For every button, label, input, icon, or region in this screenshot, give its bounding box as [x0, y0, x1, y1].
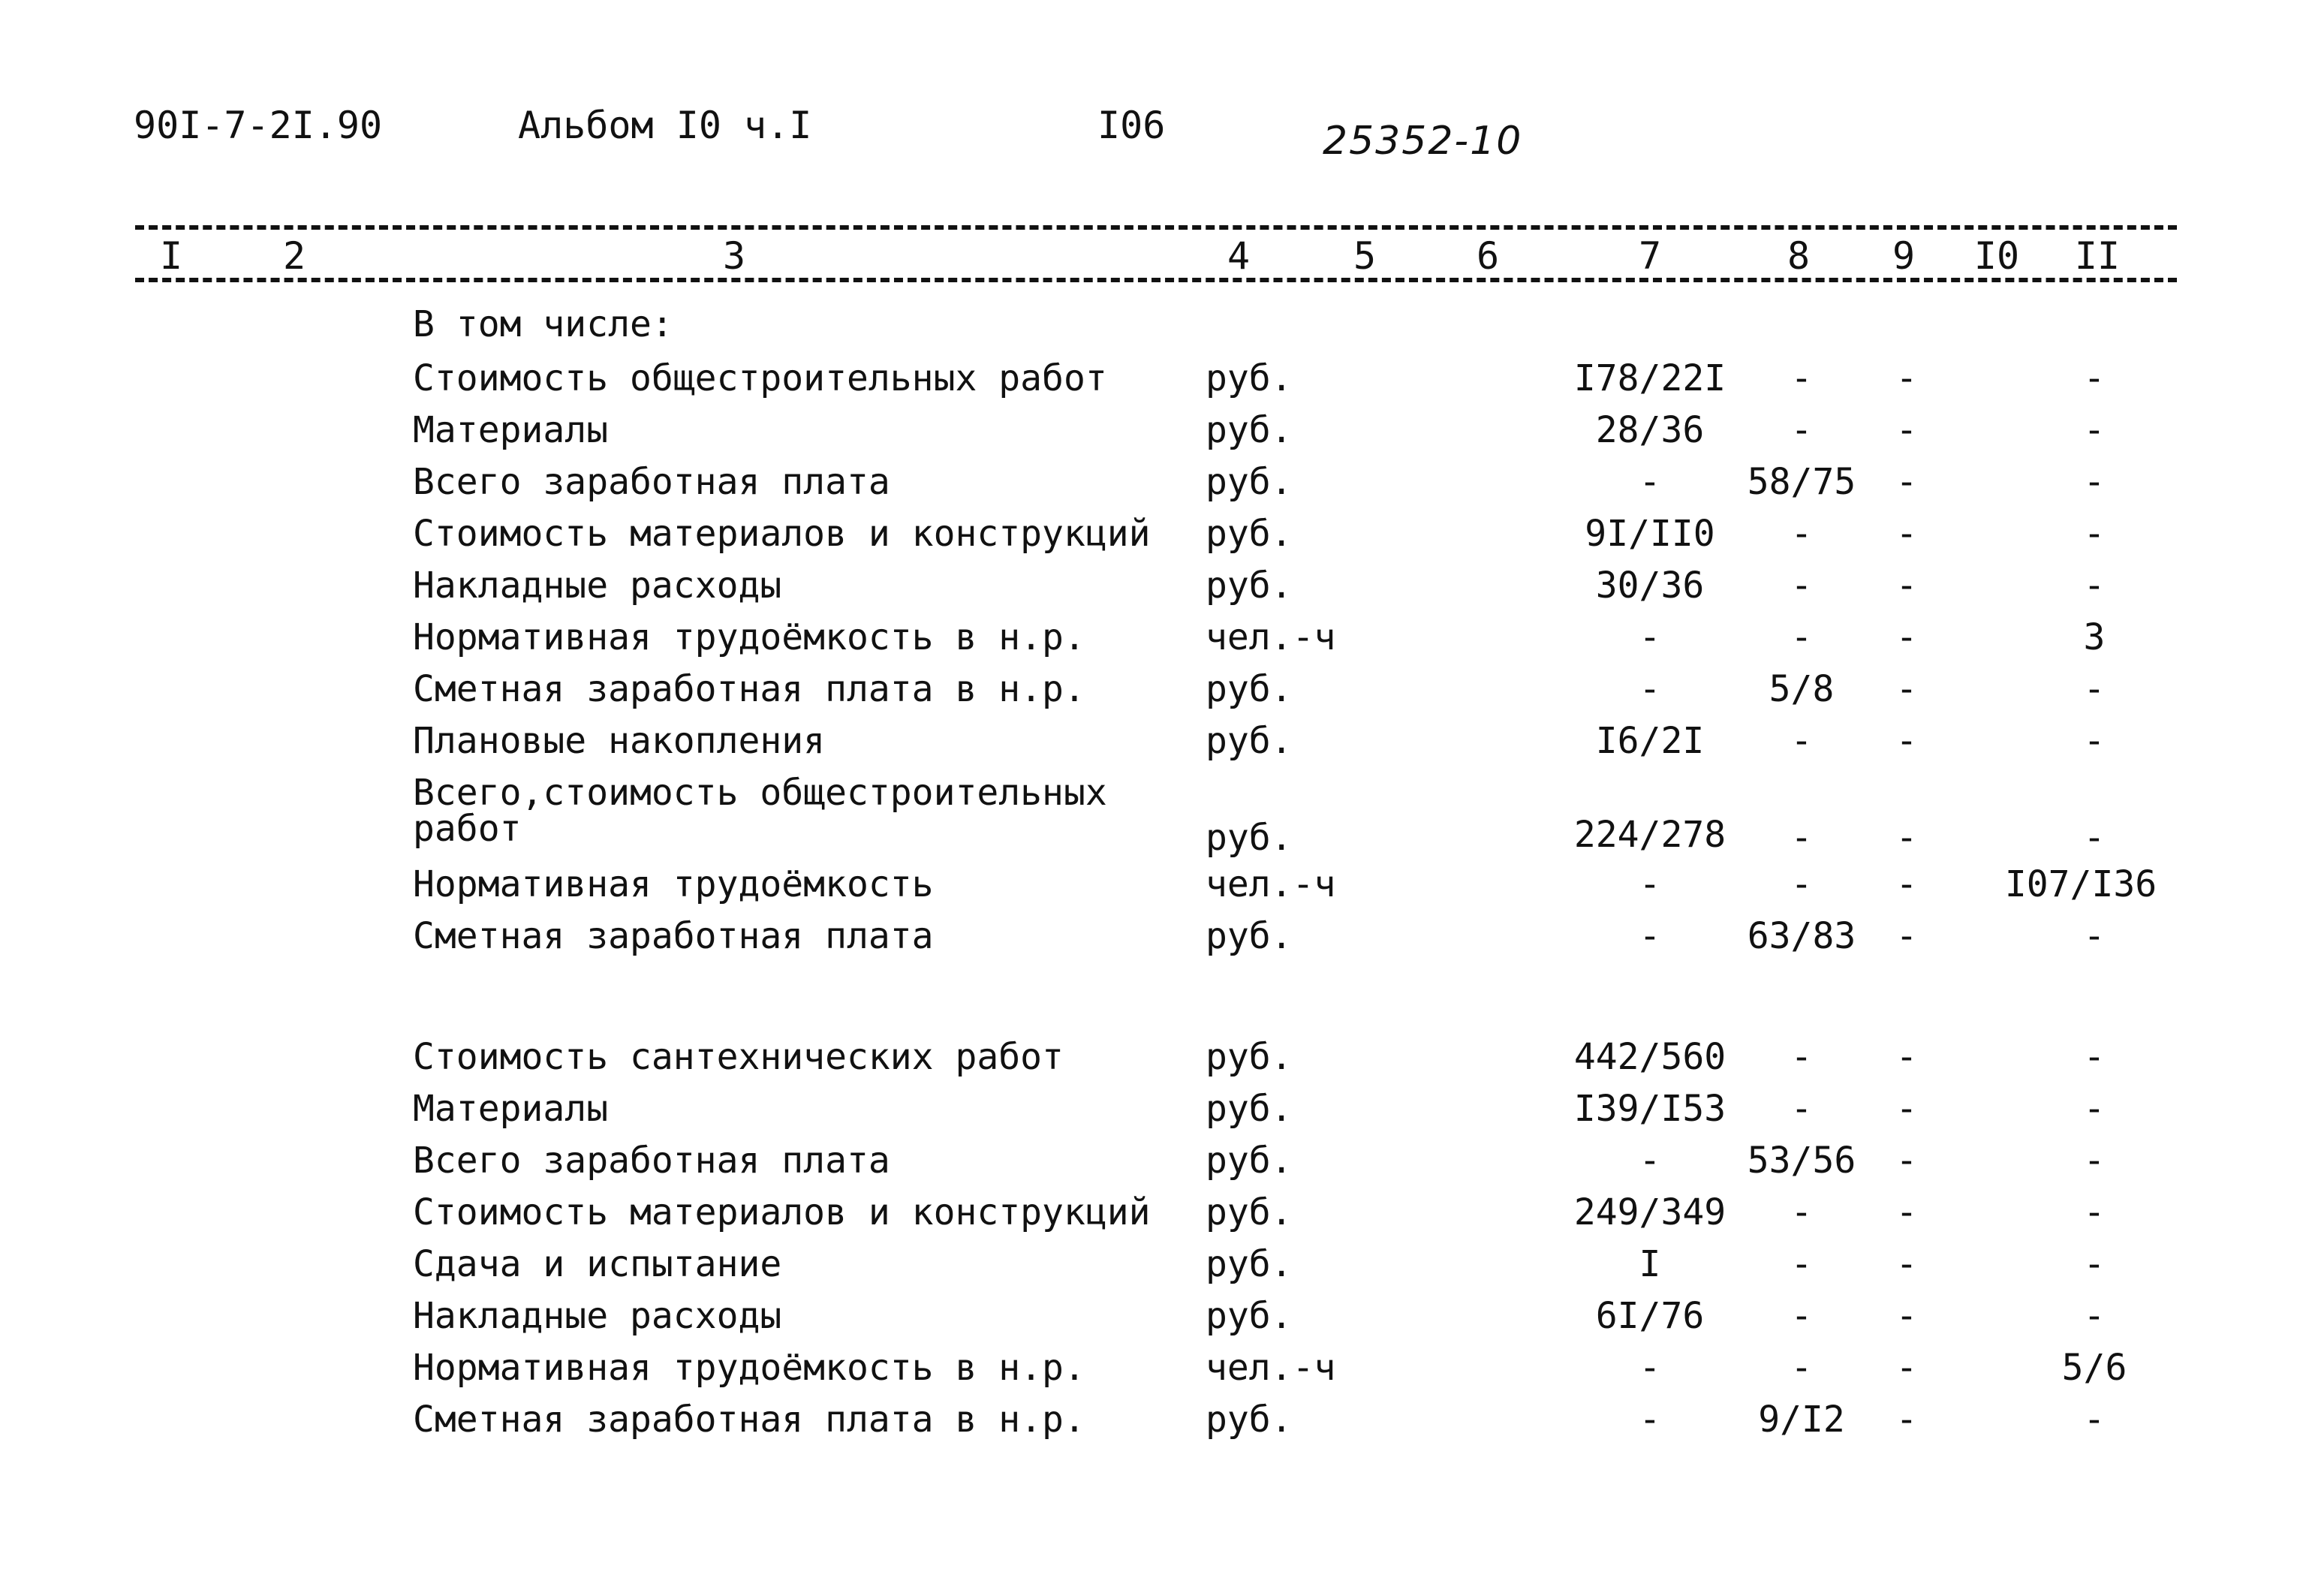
col9-value: -: [1895, 1347, 1918, 1389]
table-row: [0, 862, 2306, 914]
column-number-10: I0: [1970, 234, 2024, 278]
col7-value: 442/560: [1573, 1036, 1726, 1078]
col9-value: -: [1895, 616, 1918, 658]
col9-value: -: [1895, 1243, 1918, 1285]
col11-value: 5/6: [2061, 1347, 2127, 1389]
col11-value: -: [2083, 1295, 2106, 1337]
row-unit: чел.-ч: [1206, 616, 1336, 658]
intro-row: [0, 302, 2306, 354]
col9-value: -: [1895, 1399, 1918, 1441]
table-row: [0, 459, 2306, 512]
col11-value: -: [2083, 668, 2106, 710]
handwritten-stamp: 25352-10: [1323, 119, 1523, 164]
table-row: [0, 1138, 2306, 1191]
table-row: [0, 356, 2306, 408]
table-row: [0, 563, 2306, 616]
col11-value: I07/I36: [2004, 863, 2157, 905]
col9-value: -: [1895, 513, 1918, 555]
col8-value: 63/83: [1747, 915, 1856, 957]
col8-value: -: [1790, 863, 1813, 905]
column-number-2: 2: [278, 234, 310, 278]
col8-value: 58/75: [1747, 461, 1856, 503]
col7-value: 249/349: [1573, 1191, 1726, 1233]
col7-value: I78/22I: [1573, 357, 1726, 399]
col8-value: 53/56: [1747, 1140, 1856, 1182]
col9-value: -: [1895, 720, 1918, 762]
column-number-7: 7: [1634, 234, 1666, 278]
col7-value: -: [1639, 1140, 1661, 1182]
col9-value: -: [1895, 565, 1918, 607]
row-unit: руб.: [1206, 513, 1293, 555]
table-row: [0, 1293, 2306, 1346]
col8-value: -: [1790, 720, 1813, 762]
col8-value: -: [1790, 1036, 1813, 1078]
col7-value: 6I/76: [1595, 1295, 1705, 1337]
col9-value: -: [1895, 863, 1918, 905]
col9-value: -: [1895, 817, 1918, 859]
column-number-8: 8: [1783, 234, 1814, 278]
col8-value: -: [1790, 1088, 1813, 1130]
row-name: Накладные расходы: [413, 565, 782, 607]
col8-value: -: [1790, 1243, 1813, 1285]
table-row: [0, 914, 2306, 966]
row-name-line2: работ: [413, 808, 522, 850]
col8-value: -: [1790, 357, 1813, 399]
col7-value: I: [1639, 1243, 1661, 1285]
column-number-9: 9: [1888, 234, 1919, 278]
col7-value: -: [1639, 461, 1661, 503]
row-name: Накладные расходы: [413, 1295, 782, 1337]
table-row: [0, 408, 2306, 460]
row-name: Плановые накопления: [413, 720, 826, 762]
col8-value: -: [1790, 1347, 1813, 1389]
col8-value: -: [1790, 513, 1813, 555]
col7-value: 30/36: [1595, 565, 1705, 607]
col8-value: -: [1790, 409, 1813, 451]
col7-value: -: [1639, 915, 1661, 957]
row-unit: руб.: [1206, 720, 1293, 762]
column-number-11: II: [2070, 234, 2124, 278]
col7-value: 9I/II0: [1585, 513, 1715, 555]
row-name-line1: Всего,стоимость общестроительных: [413, 772, 1107, 814]
table-row: [0, 615, 2306, 667]
column-number-5: 5: [1349, 234, 1380, 278]
col9-value: -: [1895, 1088, 1918, 1130]
col8-value: -: [1790, 817, 1813, 859]
row-unit: руб.: [1206, 461, 1293, 503]
col11-value: -: [2083, 513, 2106, 555]
row-unit: руб.: [1206, 1140, 1293, 1182]
column-number-6: 6: [1472, 234, 1504, 278]
col11-value: -: [2083, 720, 2106, 762]
table-row: [0, 1345, 2306, 1398]
row-unit: руб.: [1206, 668, 1293, 710]
col9-value: -: [1895, 1036, 1918, 1078]
col8-value: -: [1790, 1295, 1813, 1337]
col7-value: -: [1639, 1347, 1661, 1389]
row-name: Стоимость сантехнических работ: [413, 1036, 1064, 1078]
row-name: Стоимость материалов и конструкций: [413, 1191, 1151, 1233]
col9-value: -: [1895, 668, 1918, 710]
row-name: Всего заработная плата: [413, 1140, 890, 1182]
intro-label: В том числе:: [413, 303, 673, 345]
album-label: Альбом I0 ч.I: [518, 104, 812, 147]
column-number-1: I: [155, 234, 187, 278]
col7-value: I6/2I: [1595, 720, 1705, 762]
row-name: Нормативная трудоёмкость в н.р.: [413, 1347, 1085, 1389]
col11-value: -: [2083, 915, 2106, 957]
row-name: Стоимость общестроительных работ: [413, 357, 1107, 399]
row-unit: руб.: [1206, 817, 1293, 859]
col11-value: 3: [2083, 616, 2106, 658]
col9-value: -: [1895, 461, 1918, 503]
row-name: Материалы: [413, 1088, 609, 1130]
table-row: [0, 1397, 2306, 1450]
col7-value: -: [1639, 1399, 1661, 1441]
column-number-4: 4: [1223, 234, 1254, 278]
row-name: Материалы: [413, 409, 609, 451]
col8-value: 9/I2: [1758, 1399, 1845, 1441]
row-name: Стоимость материалов и конструкций: [413, 513, 1151, 555]
col11-value: -: [2083, 565, 2106, 607]
col11-value: -: [2083, 1088, 2106, 1130]
row-unit: руб.: [1206, 409, 1293, 451]
col11-value: -: [2083, 409, 2106, 451]
row-name: Нормативная трудоёмкость: [413, 863, 934, 905]
col9-value: -: [1895, 915, 1918, 957]
table-row: [0, 1242, 2306, 1294]
table-row: [0, 1034, 2306, 1087]
document-code: 90I-7-2I.90: [134, 104, 383, 147]
row-unit: чел.-ч: [1206, 1347, 1336, 1389]
table-row: [0, 511, 2306, 564]
col9-value: -: [1895, 409, 1918, 451]
col7-value: -: [1639, 863, 1661, 905]
table-row: [0, 667, 2306, 719]
header-top-rule: [135, 225, 2177, 230]
col9-value: -: [1895, 357, 1918, 399]
table-row: [0, 1190, 2306, 1242]
col7-value: 28/36: [1595, 409, 1705, 451]
col8-value: -: [1790, 565, 1813, 607]
page-number: I06: [1097, 104, 1166, 147]
col11-value: -: [2083, 357, 2106, 399]
col8-value: 5/8: [1769, 668, 1835, 710]
col8-value: -: [1790, 1191, 1813, 1233]
col11-value: -: [2083, 1191, 2106, 1233]
row-unit: руб.: [1206, 1191, 1293, 1233]
header-bottom-rule: [135, 278, 2177, 282]
row-name: Сметная заработная плата: [413, 915, 934, 957]
col11-value: -: [2083, 1399, 2106, 1441]
row-unit: чел.-ч: [1206, 863, 1336, 905]
row-name: Нормативная трудоёмкость в н.р.: [413, 616, 1085, 658]
row-unit: руб.: [1206, 1088, 1293, 1130]
table-row: [0, 1086, 2306, 1139]
table-row: [0, 770, 2306, 860]
row-name: Сметная заработная плата в н.р.: [413, 1399, 1085, 1441]
col7-value: -: [1639, 616, 1661, 658]
col11-value: -: [2083, 461, 2106, 503]
column-number-3: 3: [718, 234, 750, 278]
row-unit: руб.: [1206, 565, 1293, 607]
table-row: [0, 718, 2306, 771]
col7-value: I39/I53: [1573, 1088, 1726, 1130]
col7-value: -: [1639, 668, 1661, 710]
col8-value: -: [1790, 616, 1813, 658]
row-unit: руб.: [1206, 915, 1293, 957]
row-name: Сметная заработная плата в н.р.: [413, 668, 1085, 710]
row-unit: руб.: [1206, 1243, 1293, 1285]
row-unit: руб.: [1206, 1036, 1293, 1078]
col11-value: -: [2083, 1243, 2106, 1285]
row-unit: руб.: [1206, 357, 1293, 399]
row-name: Сдача и испытание: [413, 1243, 782, 1285]
col11-value: -: [2083, 1140, 2106, 1182]
row-unit: руб.: [1206, 1399, 1293, 1441]
col7-value: 224/278: [1573, 814, 1726, 856]
col9-value: -: [1895, 1140, 1918, 1182]
col11-value: -: [2083, 1036, 2106, 1078]
row-name: Всего заработная плата: [413, 461, 890, 503]
row-unit: руб.: [1206, 1295, 1293, 1337]
col11-value: -: [2083, 817, 2106, 859]
col9-value: -: [1895, 1295, 1918, 1337]
col9-value: -: [1895, 1191, 1918, 1233]
